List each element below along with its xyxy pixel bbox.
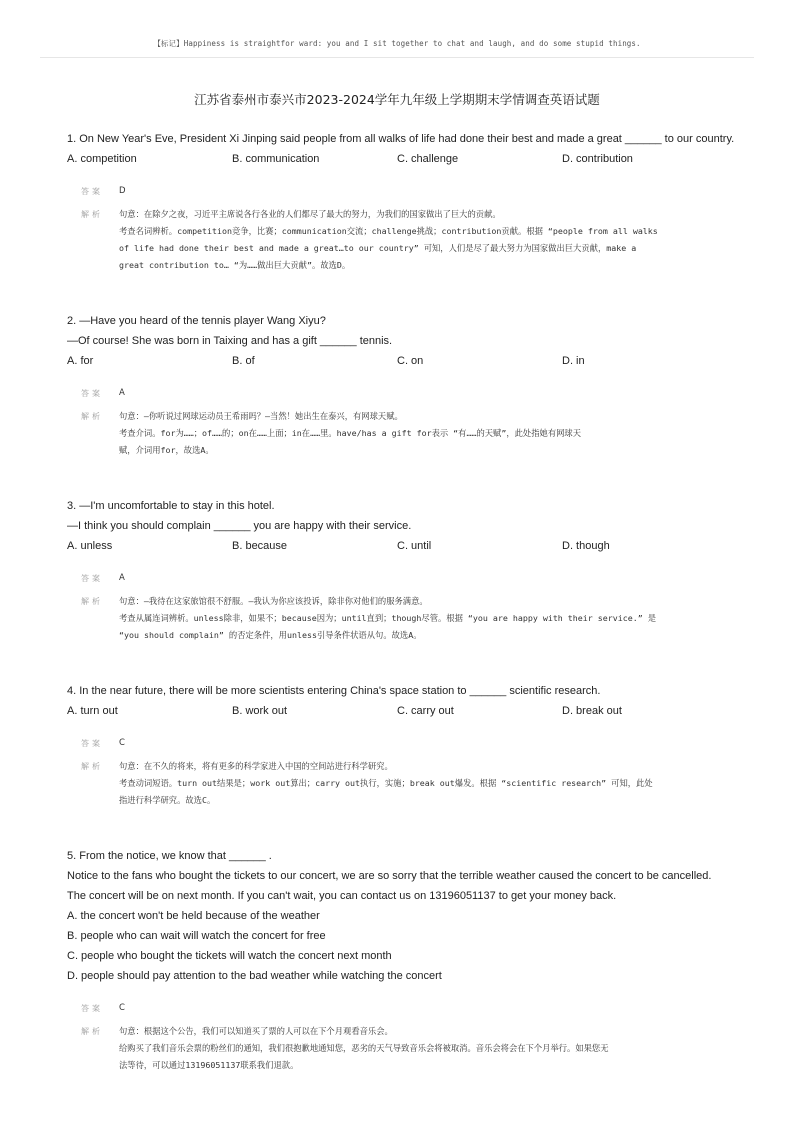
answer-text: C [119,738,125,748]
option-c: C. carry out [397,705,454,717]
analysis-text [119,206,737,274]
analysis-line: “you should complain” 的否定条件，用unless引导条件状语从句。故选A。 [119,630,422,640]
answer-block [67,1000,737,1074]
analysis-row [67,206,737,274]
answer-label: 答案 [81,389,103,398]
answer-row [67,183,737,200]
analysis-line: 法等待，可以通过13196051137联系我们退款。 [119,1060,299,1070]
option-d: D. contribution [562,153,633,165]
question-1 [67,129,737,274]
option-b: B. of [232,355,255,367]
analysis-line: 给购买了我们音乐会票的粉丝们的通知，我们很抱歉地通知您，恶劣的天气导致音乐会将被取消。音乐会将会在下个月举行。如果您无 [119,1043,609,1053]
option-b: B. because [232,540,288,552]
option-d: D. though [562,540,610,552]
answer-row [67,385,737,402]
answer-value [119,183,737,200]
analysis-label: 解析 [81,1027,103,1036]
analysis-text [119,758,737,809]
analysis-line: 句意：—你听说过网球运动员王希雨吗？—当然！她出生在泰兴，有网球天赋。 [119,411,403,421]
answer-label: 答案 [81,574,103,583]
option-row [67,149,737,169]
answer-value [119,570,737,587]
analysis-line: 指进行科学研究。故选C。 [119,795,216,805]
answer-text: C [119,1003,125,1013]
analysis-text [119,1023,737,1074]
analysis-label: 解析 [81,762,103,771]
answer-value [119,735,737,752]
option-a: A. unless [67,540,113,552]
analysis-line: of life had done their best and made a great…to our country” 可知，人们是尽了最大努力为国家做出巨大贡献，make a [119,243,637,253]
analysis-line: 句意：根据这个公告，我们可以知道买了票的人可以在下个月观看音乐会。 [119,1026,393,1036]
analysis-line: 考查动词短语。turn out结果是；work out算出；carry out执行，实施；break out爆发。根据 “scientific research” 可知，此处 [119,778,653,788]
analysis-line: great contribution to… “为……做出巨大贡献”。故选D。 [119,260,351,270]
analysis-line: 句意：—我待在这家旅馆很不舒服。—我认为你应该投诉，除非你对他们的服务满意。 [119,596,428,606]
question-5 [67,846,737,1074]
answer-value [119,1000,737,1017]
analysis-row [67,408,737,459]
answer-row [67,570,737,587]
answer-block [67,385,737,459]
answer-label: 答案 [81,187,103,196]
option-row [67,536,737,556]
answer-text: A [119,573,125,583]
answer-value [119,385,737,402]
option-a: A. the concert won't be held because of the weather [67,910,320,922]
analysis-row [67,1023,737,1074]
document-title: 江苏省泰州市泰兴市2023-2024学年九年级上学期期末学情调查英语试题 [194,92,600,107]
analysis-line: 考查从属连词辨析。unless除非，如果不；because因为；until直到；though尽管。根据 “you are happy with their service.” 是 [119,613,657,623]
option-row [67,701,737,721]
analysis-label: 解析 [81,412,103,421]
question-stem: —I think you should complain ______ you are happy with their service. [67,520,412,532]
answer-block [67,183,737,274]
option-a: A. turn out [67,705,118,717]
option-c: C. people who bought the tickets will watch the concert next month [67,950,392,962]
analysis-text [119,593,737,644]
option-c: C. challenge [397,153,459,165]
analysis-row [67,758,737,809]
analysis-label: 解析 [81,210,103,219]
option-d: D. in [562,355,585,367]
answer-text: A [119,388,125,398]
option-c: C. on [397,355,424,367]
option-row [67,351,737,371]
answer-block [67,735,737,809]
header-divider [40,57,754,58]
question-stem: 2. —Have you heard of the tennis player Wang Xiyu? [67,315,326,327]
question-stem: 4. In the near future, there will be more scientists entering China's space station to ______ scientific research. [67,685,601,697]
option-c: C. until [397,540,432,552]
answer-label: 答案 [81,1004,103,1013]
answer-text: D [119,186,126,196]
analysis-line: 考查介词。for为……；of……的；on在……上面；in在……里。have/has a gift for表示 “有……的天赋”，此处指她有网球天 [119,428,582,438]
analysis-line: 句意：在除夕之夜，习近平主席说各行各业的人们都尽了最大的努力，为我们的国家做出了巨大的贡献。 [119,209,501,219]
option-b: B. communication [232,153,320,165]
option-a: A. for [67,355,94,367]
header-note: 【标记】Happiness is straightfor ward: you and I sit together to chat and laugh, and do some stupid things. [153,39,641,48]
answer-block [67,570,737,644]
option-a: A. competition [67,153,137,165]
analysis-row [67,593,737,644]
analysis-line: 句意：在不久的将来，将有更多的科学家进入中国的空间站进行科学研究。 [119,761,393,771]
question-stem: 5. From the notice, we know that ______ . [67,850,272,862]
question-2 [67,311,737,459]
answer-row [67,1000,737,1017]
analysis-line: 赋，介词用for，故选A。 [119,445,214,455]
question-3 [67,496,737,644]
answer-label: 答案 [81,739,103,748]
option-d: D. break out [562,705,622,717]
option-d: D. people should pay attention to the bad weather while watching the concert [67,970,442,982]
notice-text: Notice to the fans who bought the tickets to our concert, we are so sorry that the terrible weather caused the concert to be cancelled. [67,870,712,882]
analysis-label: 解析 [81,597,103,606]
notice-text: The concert will be on next month. If you can't wait, you can contact us on 13196051137 to get your money back. [67,890,617,902]
analysis-line: 考查名词辨析。competition竞争，比赛；communication交流；challenge挑战；contribution贡献。根据 “people from all walks [119,226,658,236]
option-b: B. work out [232,705,288,717]
question-4 [67,681,737,809]
question-stem: —Of course! She was born in Taixing and has a gift ______ tennis. [67,335,393,347]
analysis-text [119,408,737,459]
answer-row [67,735,737,752]
option-b: B. people who can wait will watch the concert for free [67,930,326,942]
question-stem: 1. On New Year's Eve, President Xi Jinping said people from all walks of life had done their best and made a great ______ to our country. [67,133,735,145]
question-stem: 3. —I'm uncomfortable to stay in this hotel. [67,500,275,512]
